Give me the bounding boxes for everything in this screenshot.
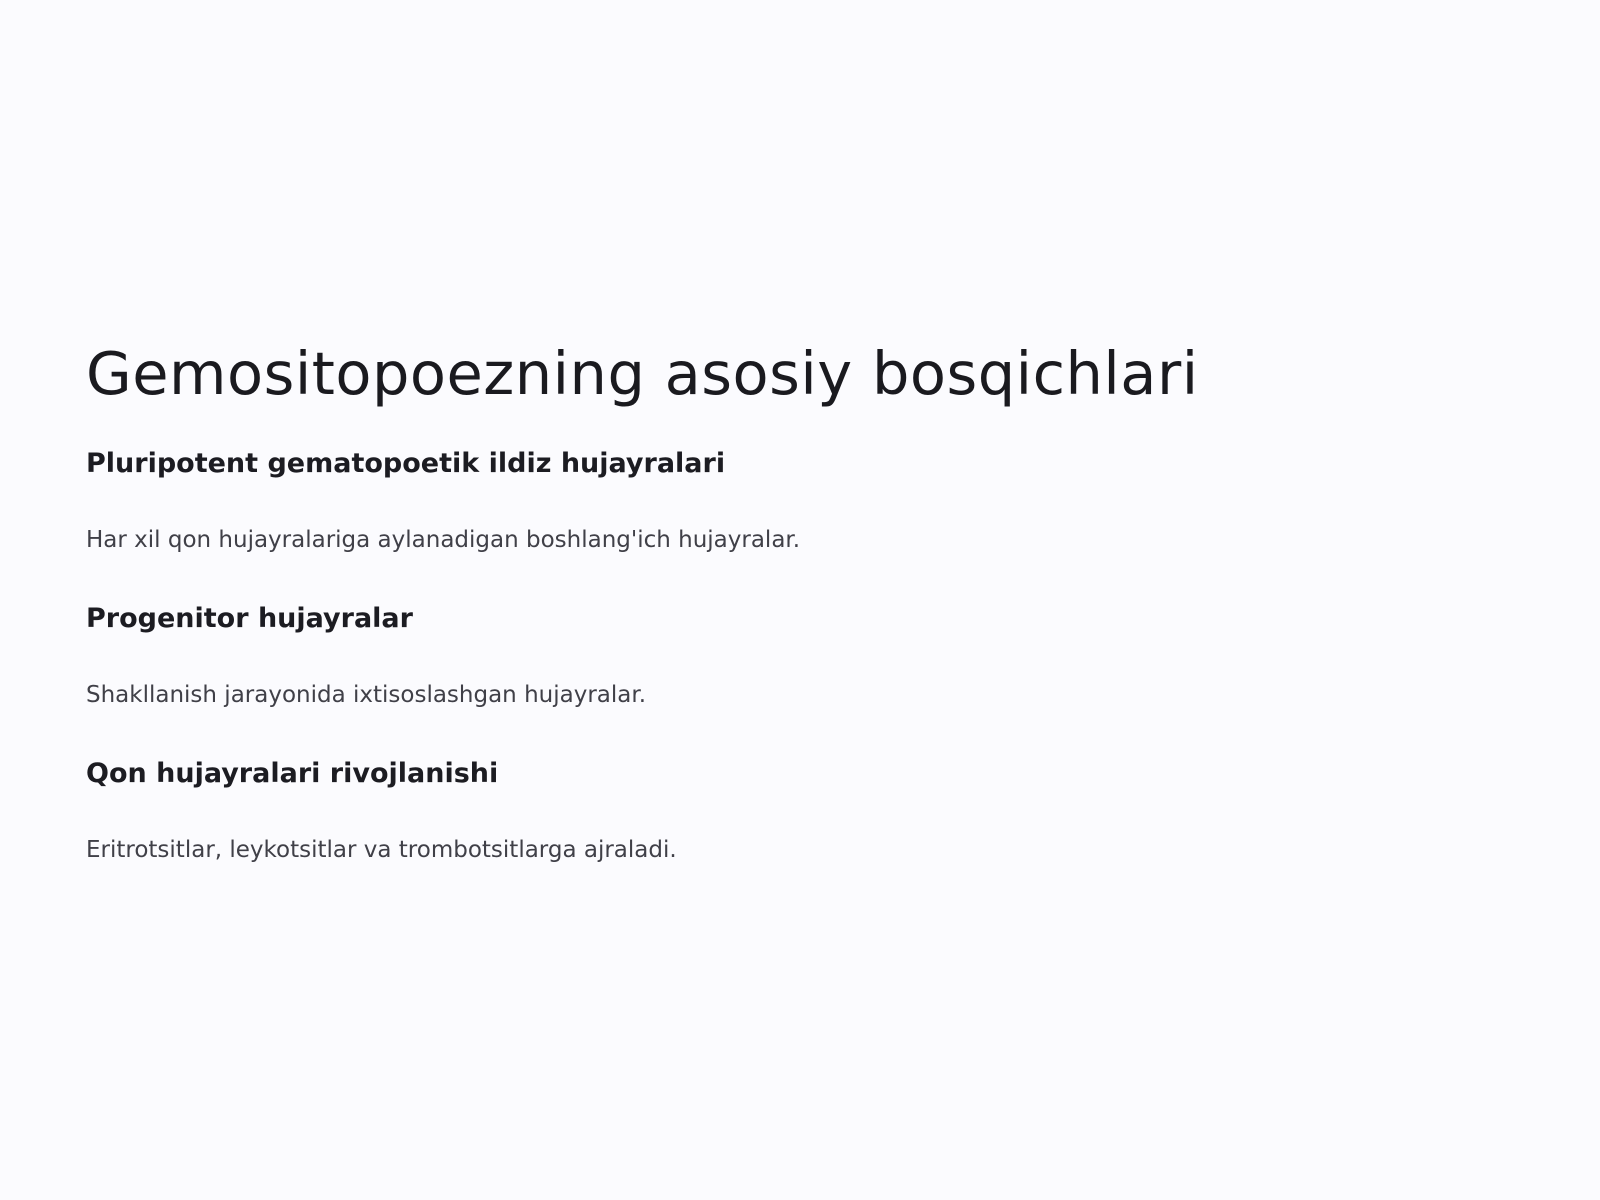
stage-progenitor-cells <box>86 599 1486 712</box>
page-title: Gemositopoezning asosiy bosqichlari <box>86 339 1199 408</box>
stage-description: Eritrotsitlar, leykotsitlar va trombotsitlarga ajraladi. <box>86 837 677 863</box>
stage-description: Shakllanish jarayonida ixtisoslashgan hujayralar. <box>86 682 647 708</box>
stage-heading: Progenitor hujayralar <box>86 603 413 634</box>
stage-heading: Pluripotent gematopoetik ildiz hujayralari <box>86 448 726 479</box>
stage-pluripotent-stem-cells <box>86 444 1486 557</box>
slide-content <box>86 334 1486 867</box>
stage-description: Har xil qon hujayralariga aylanadigan boshlang'ich hujayralar. <box>86 527 801 553</box>
stage-heading: Qon hujayralari rivojlanishi <box>86 758 499 789</box>
stage-blood-cell-development <box>86 754 1486 867</box>
